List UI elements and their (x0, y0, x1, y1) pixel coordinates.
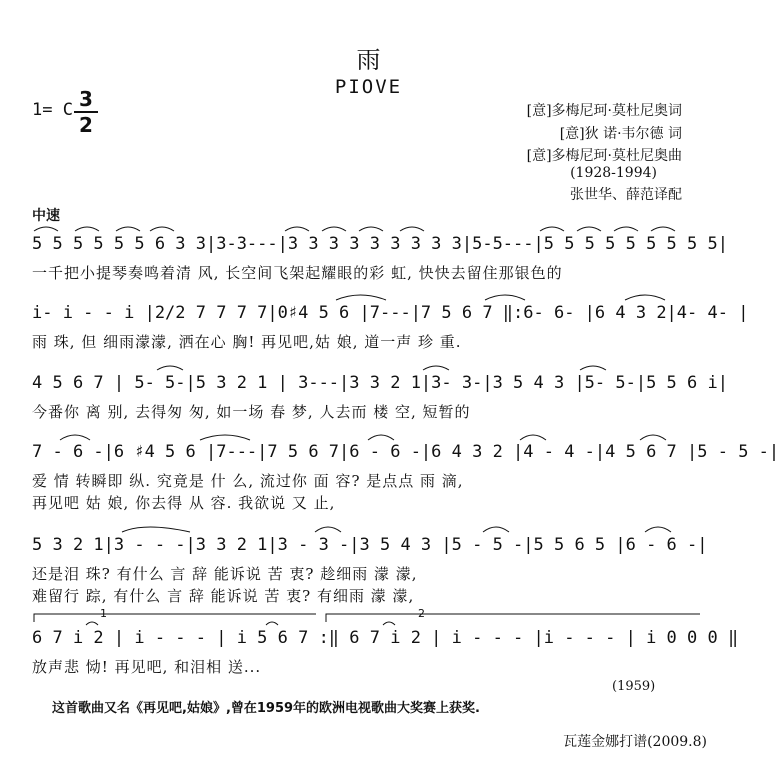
lyric-line-3: 今番你 离 别, 去得匆 匆, 如一场 春 梦, 人去而 楼 空, 短暂的 (32, 403, 471, 421)
lyric-line-2: 雨 珠, 但 细雨濛濛, 洒在心 胸! 再见吧,姑 娘, 道一声 珍 重. (32, 333, 462, 351)
notation-line-5: 5 3 2 1|3 - - -|3 3 2 1|3 - 3 -|3 5 4 3 |5 - 5 -|5 5 6 5 |6 - 6 -| (32, 535, 708, 555)
notation-line-6: 6 7 i 2 | i - - - | i 5 6 7 :‖ 6 7 i 2 | i - - - |i - - - | i 0 0 0 ‖ (32, 628, 739, 648)
notation-line-3: 4 5 6 7 | 5- 5-|5 3 2 1 | 3---|3 3 2 1|3- 3-|3 5 4 3 |5- 5-|5 5 6 i| (32, 373, 728, 393)
footnote: 这首歌曲又名《再见吧,姑娘》,曾在1959年的欧洲电视歌曲大奖赛上获奖. (52, 701, 480, 716)
credit-lyricist-2: [意]狄 诺·韦尔德 词 (559, 126, 682, 142)
credit-composer: [意]多梅尼珂·莫杜尼奥曲 (526, 148, 682, 164)
notation-line-2: i- i - - i |2/2 7 7 7 7|0♯4 5 6 |7---|7 5 6 7 ‖:6- 6- |6 4 3 2|4- 4- | (32, 303, 749, 323)
credit-lyricist-1: [意]多梅尼珂·莫杜尼奥词 (526, 103, 682, 119)
song-title: 雨 (356, 46, 381, 74)
lyric-line-5b: 难留行 踪, 有什么 言 辞 能诉说 苦 衷? 有细雨 濛 濛, (32, 587, 415, 605)
tempo-marking: 中速 (32, 208, 60, 224)
lyric-line-5a: 还是泪 珠? 有什么 言 辞 能诉说 苦 衷? 趁细雨 濛 濛, (32, 565, 418, 583)
lyric-line-4a: 爱 情 转瞬即 纵. 究竟是 什 么, 流过你 面 容? 是点点 雨 滴, (32, 472, 464, 490)
key-signature: 1= C (32, 100, 73, 120)
notation-line-1: 5 5 5 5 5 5 6 3 3|3-3---|3 3 3 3 3 3 3 3 3|5-5---|5 5 5 5 5 5 5 5 5| (32, 234, 728, 254)
credit-translators: 张世华、薛范译配 (570, 187, 682, 203)
typist-credit: 瓦莲金娜打谱(2009.8) (563, 734, 707, 750)
time-denominator: 2 (79, 113, 93, 137)
credit-composer-dates: (1928-1994) (570, 165, 657, 181)
lyric-line-1: 一千把小提琴奏鸣着清 风, 长空间飞架起耀眼的彩 虹, 快快去留住那银色的 (32, 264, 563, 282)
lyric-line-6: 放声悲 恸! 再见吧, 和泪相 送... (32, 658, 262, 676)
song-subtitle: PIOVE (334, 76, 403, 98)
volta-1-label: 1 (100, 607, 107, 620)
notation-line-4: 7 - 6 -|6 ♯4 5 6 |7---|7 5 6 7|6 - 6 -|6 4 3 2 |4 - 4 -|4 5 6 7 |5 - 5 -| (32, 442, 779, 462)
lyric-line-4b: 再见吧 姑 娘, 你去得 从 容. 我欲说 又 止, (32, 494, 336, 512)
time-numerator: 3 (79, 87, 93, 111)
volta-2-label: 2 (418, 607, 425, 620)
footnote-year: (1959) (612, 679, 656, 694)
